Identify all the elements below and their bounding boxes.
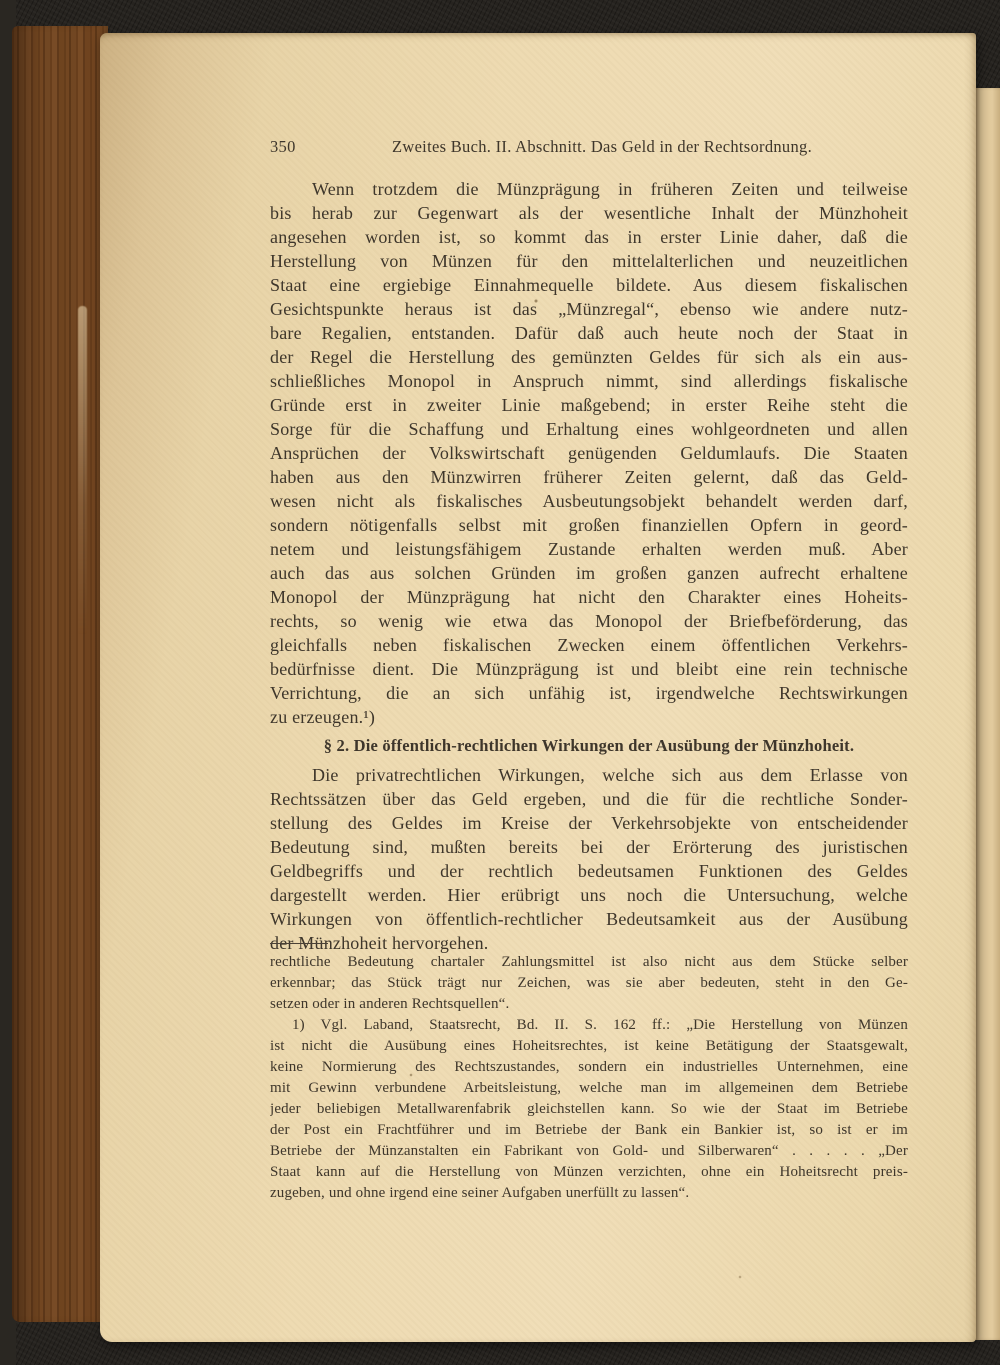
book-page — [100, 33, 976, 1342]
page-number: 350 — [270, 137, 296, 156]
footnote-separator-rule — [270, 943, 328, 944]
adjacent-page-edge — [974, 88, 1000, 1340]
running-header: Zweites Buch. II. Abschnitt. Das Geld in der Rechtsordnung. — [391, 137, 813, 156]
footnote-1: 1) Vgl. Laband, Staatsrecht, Bd. II. S. 162 ff.: „Die Herstellung von Münzen ist nicht die Ausübung eines Hoheitsrechtes, ist keine Betätigung der Staatsgewalt, keine Normierung des Rechtszustandes, sondern ein industrielles Unternehmen, eine mit Gewinn verbundene Arbeitsleistung, welche man im allgemeinen dem Betriebe jeder beliebigen Metallwarenfabrik gleichstellen kann. So wie der Staat im Betriebe der Post ein Frachtführer und im Betriebe der Bank ein Bankier ist, so ist er im Betriebe der Münzanstalten ein Fabrikant von Gold- und Silberwaren“ . . . . . „Der Staat kann auf die Herstellung von Münzen verzichten, ohne ein Hoheitsrecht preis- zugeben, und ohne irgend eine seiner Aufgaben unerfüllt zu lassen“. — [270, 1017, 908, 1201]
page-header — [270, 137, 908, 159]
section-heading: § 2. Die öffentlich-rechtlichen Wirkungen der Ausübung der Münzhoheit. — [323, 736, 855, 755]
page-edge-scuff — [78, 306, 87, 636]
footnote-continuation: rechtliche Bedeutung chartaler Zahlungsmittel ist also nicht aus dem Stücke selber erkennbar; das Stück trägt nur Zeichen, was sie aber bedeuten, steht in den Ge- setzen oder in anderen Rechtsquellen“. — [270, 954, 908, 1012]
body-paragraph-2: Die privatrechtlichen Wirkungen, welche sich aus dem Erlasse von Rechtssätzen über das Geld ergeben, und die für die rechtliche Sonder- stellung des Geldes im Kreise der Verkehrsobjekte von entscheidender Bedeutung sind, mußten bereits bei der Erörterung des juristischen Geldbegriffs und der rechtlich bedeutsamen Funktionen des Geldes dargestellt werden. Hier erübrigt uns noch die Untersuchung, welche Wirkungen von öffentlich-rechtlicher Bedeutsamkeit aus der Ausübung der Münzhoheit hervorgehen. — [270, 765, 908, 953]
page-edge-stack — [12, 26, 108, 1322]
body-paragraph-1: Wenn trotzdem die Münzprägung in früheren Zeiten und teilweise bis herab zur Gegenwart als der wesentliche Inhalt der Münzhoheit angesehen worden ist, so kommt das in erster Linie daher, daß die Herstellung von Münzen für den mittelalterlichen und neuzeitlichen Staat eine ergiebige Einnahmequelle bildete. Aus diesem fiskalischen Gesichtspunkte heraus ist das „Münzregal“, ebenso wie andere nutz- bare Regalien, entstanden. Dafür daß auch heute noch der Staat in der Regel die Herstellung des gemünzten Geldes für sich als ein aus- schließliches Monopol in Anspruch nimmt, sind allerdings fiskalische Gründe erst in zweiter Linie maßgebend; in erster Reihe steht die Sorge für die Schaffung und Erhaltung eines wohlgeordneten und allen Ansprüchen der Volkswirtschaft genügenden Geldumlaufs. Die Staaten haben aus den Münzwirren früherer Zeiten gelernt, daß das Geld- wesen nicht als fiskalisches Ausbeutungsobjekt behandelt werden darf, sondern nötigenfalls selbst mit großen finanziellen Opfern in geord- netem und leistungsfähigem Zustande erhalten werden muß. Aber auch das aus solchen Gründen im großen ganzen aufrecht erhaltene Monopol der Münzprägung hat nicht den Charakter eines Hoheits- rechts, so wenig wie etwa das Monopol der Briefbeförderung, das gleichfalls neben fiskalischen Zwecken einem öffentlichen Verkehrs- bedürfnisse dient. Die Münzprägung ist und bleibt eine rein technische Verrichtung, die an sich unfähig ist, irgendwelche Rechtswirkungen zu erzeugen.¹) — [270, 179, 908, 727]
